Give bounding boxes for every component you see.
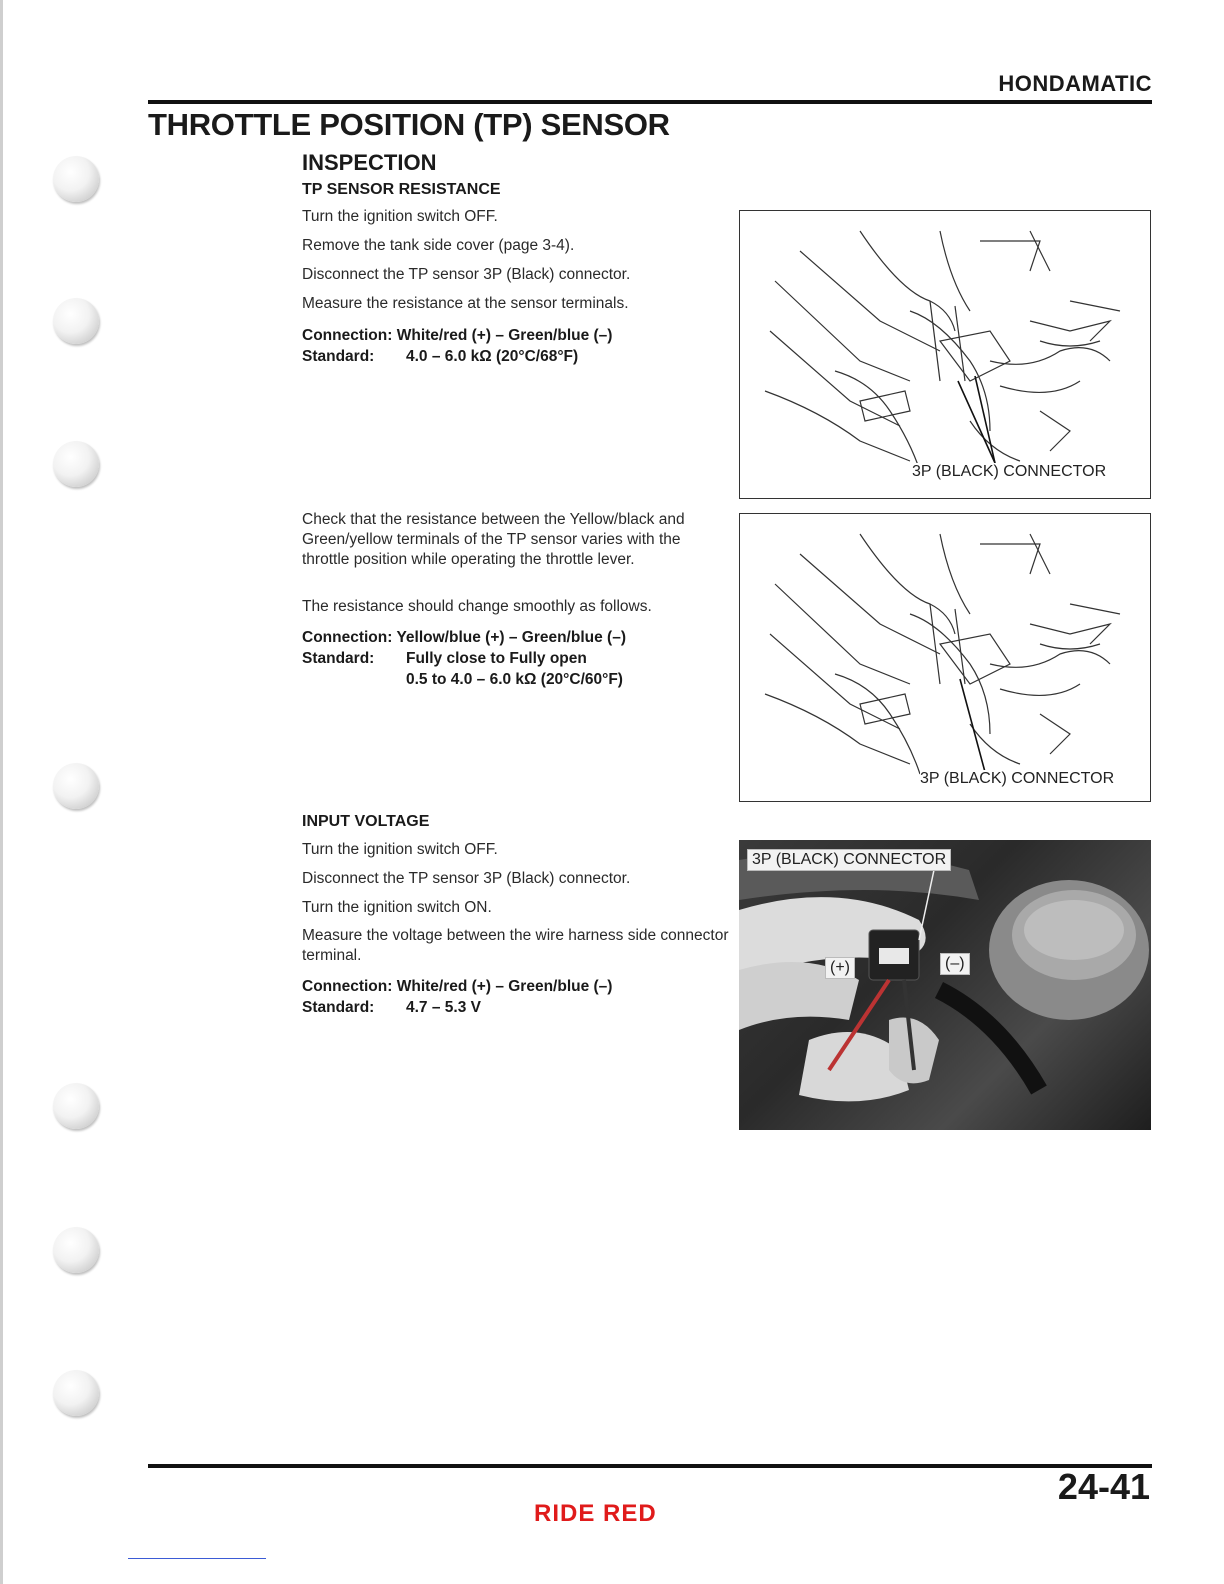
- section-tag: HONDAMATIC: [998, 71, 1152, 96]
- standard-value: 4.7 – 5.3 V: [406, 999, 481, 1016]
- connection-row: [302, 627, 626, 648]
- connection-row: [302, 976, 612, 997]
- resistance-heading: TP SENSOR RESISTANCE: [302, 181, 501, 198]
- resistance-spec: [302, 325, 612, 367]
- connection-row: [302, 325, 612, 346]
- standard-label: Standard:: [302, 348, 375, 365]
- connection-value: White/red (+) – Green/blue (–): [396, 327, 613, 344]
- voltage-test-photo: [739, 840, 1151, 1130]
- photo-illustration: [739, 840, 1151, 1130]
- binder-hole: [53, 441, 99, 487]
- input-voltage-heading: INPUT VOLTAGE: [302, 813, 430, 830]
- footer-link-underline: [128, 1558, 266, 1559]
- connection-label: Connection:: [302, 629, 393, 646]
- connection-label: Connection:: [302, 327, 393, 344]
- binder-hole: [53, 1370, 99, 1416]
- connector-diagram-1: [739, 210, 1151, 499]
- voltage-step: Turn the ignition switch ON.: [302, 899, 492, 916]
- binder-hole: [53, 1083, 99, 1129]
- page-number: 24-41: [1057, 1466, 1150, 1507]
- binder-hole: [53, 1227, 99, 1273]
- brand-footer: RIDE RED: [534, 1500, 657, 1527]
- binder-hole: [53, 156, 99, 202]
- standard-label: Standard:: [302, 650, 375, 667]
- connector-line-drawing: [740, 514, 1150, 801]
- connection-value: Yellow/blue (+) – Green/blue (–): [396, 629, 626, 646]
- connector-diagram-2: [739, 513, 1151, 802]
- standard-row: [302, 648, 626, 669]
- variation-spec: [302, 627, 626, 690]
- binder-hole: [53, 763, 99, 809]
- connection-label: Connection:: [302, 978, 393, 995]
- plus-probe-label: (+): [825, 957, 855, 979]
- voltage-step: Measure the voltage between the wire harness side connector terminal.: [302, 927, 729, 964]
- inspection-heading: INSPECTION: [302, 150, 437, 175]
- resistance-step: Disconnect the TP sensor 3P (Black) connector.: [302, 266, 631, 283]
- standard-value: Fully close to Fully open: [406, 650, 587, 667]
- standard-label: Standard:: [302, 999, 375, 1016]
- voltage-step: Turn the ignition switch OFF.: [302, 841, 498, 858]
- header-rule: [148, 100, 1152, 104]
- variation-text: The resistance should change smoothly as follows.: [302, 598, 652, 615]
- resistance-step: Turn the ignition switch OFF.: [302, 208, 498, 225]
- standard-row: [302, 997, 612, 1018]
- voltage-spec: [302, 976, 612, 1018]
- fig1-caption: 3P (BLACK) CONNECTOR: [912, 463, 1107, 480]
- footer-rule: [148, 1464, 1152, 1468]
- standard-value: 0.5 to 4.0 – 6.0 kΩ (20°C/60°F): [406, 671, 623, 688]
- page-edge: [0, 0, 3, 1584]
- photo-caption: 3P (BLACK) CONNECTOR: [747, 849, 951, 871]
- voltage-step: Disconnect the TP sensor 3P (Black) connector.: [302, 870, 631, 887]
- fig2-caption: 3P (BLACK) CONNECTOR: [920, 770, 1115, 787]
- resistance-step: Remove the tank side cover (page 3-4).: [302, 237, 575, 254]
- minus-probe-label: (–): [940, 953, 970, 975]
- connector-line-drawing: [740, 211, 1150, 498]
- connection-value: White/red (+) – Green/blue (–): [396, 978, 613, 995]
- standard-row: [302, 346, 612, 367]
- page-title: THROTTLE POSITION (TP) SENSOR: [148, 107, 670, 142]
- standard-row: [302, 669, 626, 690]
- variation-text: Check that the resistance between the Yellow/black and Green/yellow terminals of the TP sensor varies with the throttle position while operating the throttle lever.: [302, 511, 685, 568]
- binder-hole: [53, 298, 99, 344]
- standard-value: 4.0 – 6.0 kΩ (20°C/68°F): [406, 348, 579, 365]
- resistance-step: Measure the resistance at the sensor terminals.: [302, 295, 629, 312]
